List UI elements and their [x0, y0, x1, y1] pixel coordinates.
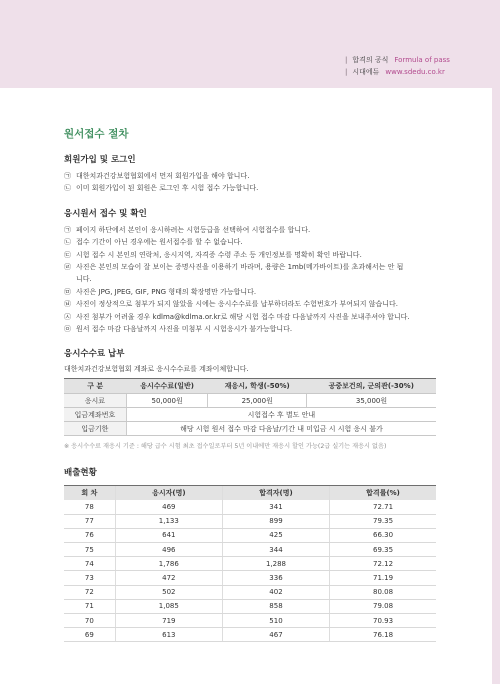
- list-item: [64, 224, 436, 236]
- stats-body: [64, 500, 436, 641]
- list-text: 니다.: [76, 275, 92, 284]
- application-list: [64, 224, 436, 336]
- list-item: [64, 323, 436, 335]
- stats-applicants: 469: [115, 500, 222, 514]
- stats-block: [64, 466, 436, 642]
- fee-title: 응시수수료 납부: [64, 349, 125, 360]
- list-text: 사진이 정상적으로 첨부가 되지 않았을 시에는 응시수수료를 납부하더라도 수험번호가 부여되지 않습니다.: [76, 300, 399, 309]
- table-row: [64, 613, 436, 627]
- fee-description: 대한치과건강보험협회 계좌로 응시수수료를 계좌이체합니다.: [64, 365, 249, 374]
- stats-round: 73: [64, 571, 115, 585]
- stats-rate: 69.35: [330, 543, 436, 557]
- stats-applicants: 472: [115, 571, 222, 585]
- list-item: [64, 182, 436, 194]
- stats-applicants: 641: [115, 528, 222, 542]
- main-content: [64, 126, 436, 642]
- stats-round: 78: [64, 500, 115, 514]
- list-item: [64, 236, 436, 248]
- fee-row-amount: [64, 394, 436, 408]
- stats-rate: 71.19: [330, 571, 436, 585]
- table-row: [64, 585, 436, 599]
- brand-name-ko: 시대에듀: [352, 68, 380, 76]
- list-text: 사진은 본인의 모습이 잘 보이는 증명사진을 이용하기 바라며, 용량은 1mb(메가바이트)를 초과해서는 안 됩: [76, 263, 404, 272]
- list-text: 시험 접수 시 본인의 연락처, 응시지역, 자격증 수령 주소 등 개인정보를 명확히 확인 바랍니다.: [76, 250, 362, 259]
- stats-rate: 66.30: [330, 528, 436, 542]
- stats-round: 76: [64, 528, 115, 542]
- stats-passed: 467: [222, 628, 329, 642]
- fee-row-account: [64, 408, 436, 422]
- table-row: [64, 599, 436, 613]
- stats-round: 70: [64, 613, 115, 627]
- fee-note: ※ 응시수수료 재응시 기준 : 해당 급수 시험 최초 접수일로부터 5년 이내에만 재응시 할인 가능(2급 실기는 재응시 없음): [64, 443, 387, 451]
- list-item: [64, 311, 436, 323]
- membership-list: [64, 170, 436, 195]
- stats-rate: 72.12: [330, 557, 436, 571]
- list-text: 사진 첨부가 어려울 경우 kdlma@kdlma.or.kr로 해당 시험 접수 마감 다음날까지 사진을 보내주셔야 합니다.: [76, 312, 410, 321]
- list-marker: ㉠: [64, 225, 71, 234]
- stats-header-round: 회 차: [64, 486, 115, 501]
- list-item: [64, 273, 436, 285]
- stats-applicants: 496: [115, 543, 222, 557]
- list-text: 접수 기간이 아닌 경우에는 원서접수를 할 수 없습니다.: [76, 238, 243, 247]
- list-item: [64, 286, 436, 298]
- stats-passed: 425: [222, 528, 329, 542]
- membership-title: 회원가입 및 로그인: [64, 155, 136, 165]
- application-title: 응시원서 접수 및 확인: [64, 208, 147, 219]
- list-marker: ㉦: [64, 312, 71, 321]
- brand-line-2: [345, 68, 445, 77]
- table-row: [64, 628, 436, 642]
- stats-passed: 336: [222, 571, 329, 585]
- application-block: [64, 207, 436, 336]
- stats-rate: 79.35: [330, 514, 436, 528]
- table-row: [64, 528, 436, 542]
- fee-block: [64, 347, 436, 450]
- stats-header-rate: 합격률(%): [330, 486, 436, 501]
- section-title: 원서접수 절차: [64, 128, 129, 140]
- stats-passed: 402: [222, 585, 329, 599]
- stats-applicants: 1,786: [115, 557, 222, 571]
- brand-slogan-en: Formula of pass: [394, 56, 450, 64]
- stats-applicants: 1,085: [115, 599, 222, 613]
- stats-passed: 899: [222, 514, 329, 528]
- membership-block: [64, 153, 436, 195]
- fee-header-military: 공중보건의, 군의관(-30%): [307, 379, 436, 394]
- list-item: [64, 298, 436, 310]
- fee-header-category: 구 분: [64, 379, 126, 394]
- stats-round: 74: [64, 557, 115, 571]
- stats-rate: 72.71: [330, 500, 436, 514]
- stats-header-passed: 합격자(명): [222, 486, 329, 501]
- stats-round: 69: [64, 628, 115, 642]
- fee-row-label: 응시료: [64, 394, 126, 408]
- list-marker: ㉤: [64, 287, 71, 296]
- list-text: 사진은 JPG, JPEG, GIF, PNG 형태의 확장명만 가능합니다.: [76, 287, 257, 296]
- stats-round: 71: [64, 599, 115, 613]
- list-item: [64, 170, 436, 182]
- table-row: [64, 557, 436, 571]
- fee-deadline-value: 해당 시험 원서 접수 마감 다음날/기간 내 미입금 시 시험 응시 불가: [126, 422, 436, 436]
- stats-applicants: 502: [115, 585, 222, 599]
- table-row: [64, 543, 436, 557]
- stats-table: [64, 485, 436, 642]
- fee-row-label: 입금기한: [64, 422, 126, 436]
- list-marker: ㉥: [64, 300, 71, 309]
- stats-title: 배출현황: [64, 468, 97, 479]
- list-text: 이미 회원가입이 된 회원은 로그인 후 시험 접수 가능합니다.: [76, 184, 259, 193]
- table-row: [64, 500, 436, 514]
- stats-applicants: 613: [115, 628, 222, 642]
- table-row: [64, 571, 436, 585]
- brand-line-1: [345, 56, 450, 65]
- list-marker: ㉢: [64, 250, 71, 259]
- fee-header-student: 재응시, 학생(-50%): [208, 379, 307, 394]
- table-row: [64, 514, 436, 528]
- list-item: [64, 249, 436, 261]
- stats-passed: 1,288: [222, 557, 329, 571]
- list-marker: ㉣: [64, 263, 71, 272]
- stats-passed: 510: [222, 613, 329, 627]
- stats-rate: 70.93: [330, 613, 436, 627]
- stats-header-applicants: 응시자(명): [115, 486, 222, 501]
- list-text: 페이지 하단에서 본인이 응시하려는 시험등급을 선택하여 시험접수를 합니다.: [76, 225, 311, 234]
- brand-divider: |: [345, 68, 348, 76]
- stats-round: 72: [64, 585, 115, 599]
- stats-passed: 344: [222, 543, 329, 557]
- stats-applicants: 1,133: [115, 514, 222, 528]
- list-marker: ㉡: [64, 238, 71, 247]
- stats-passed: 341: [222, 500, 329, 514]
- fee-general: 50,000원: [126, 394, 208, 408]
- fee-account-value: 시험접수 후 별도 안내: [126, 408, 436, 422]
- stats-rate: 76.18: [330, 628, 436, 642]
- brand-url: www.sdedu.co.kr: [385, 68, 445, 76]
- stats-passed: 858: [222, 599, 329, 613]
- stats-rate: 79.08: [330, 599, 436, 613]
- list-marker: ㉧: [64, 325, 71, 334]
- brand-divider: |: [345, 56, 348, 64]
- list-text: 원서 접수 마감 다음날까지 사진을 미첨부 시 시험응시가 불가능합니다.: [76, 325, 293, 334]
- fee-row-deadline: [64, 422, 436, 436]
- brand-slogan-ko: 합격의 공식: [352, 56, 389, 64]
- stats-rate: 80.08: [330, 585, 436, 599]
- list-marker: ㉠: [64, 172, 71, 180]
- stats-round: 75: [64, 543, 115, 557]
- fee-row-label: 입금계좌번호: [64, 408, 126, 422]
- fee-table: [64, 378, 436, 436]
- fee-student: 25,000원: [208, 394, 307, 408]
- list-item: [64, 261, 436, 273]
- list-text: 대한치과건강보험협회에서 먼저 회원가입을 해야 합니다.: [76, 172, 250, 180]
- stats-round: 77: [64, 514, 115, 528]
- fee-military: 35,000원: [307, 394, 436, 408]
- fee-header-general: 응시수수료(일반): [126, 379, 208, 394]
- stats-applicants: 719: [115, 613, 222, 627]
- list-marker: ㉡: [64, 184, 71, 193]
